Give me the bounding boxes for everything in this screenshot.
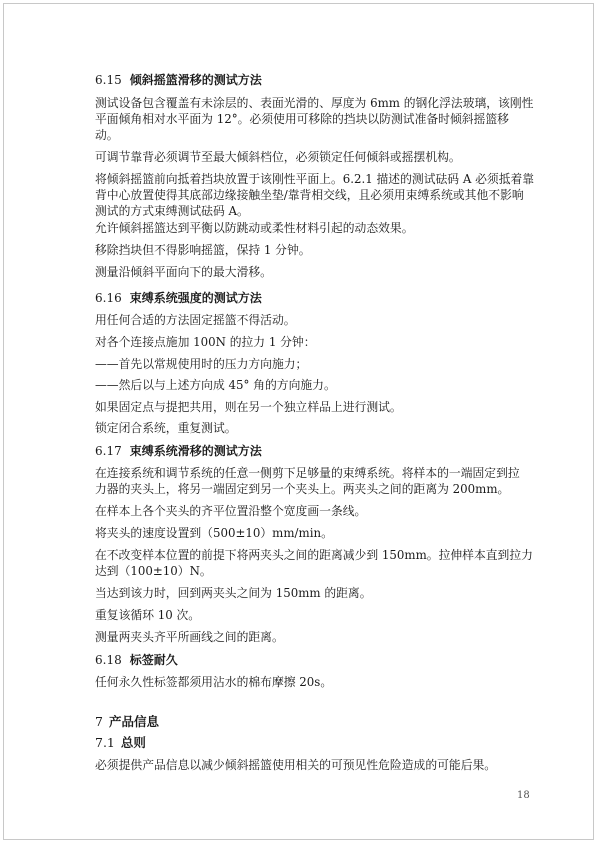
paragraph-line: 测量两夹头齐平所画线之间的距离。 — [95, 630, 284, 644]
section-heading-7-1 — [95, 735, 146, 751]
section-number: 6.15 — [95, 73, 122, 87]
paragraph-line: 必须提供产品信息以减少倾斜摇篮使用相关的可预见性危险造成的可能后果。 — [95, 758, 497, 772]
section-number: 6.17 — [95, 444, 122, 458]
section-number: 7.1 — [95, 735, 115, 750]
paragraph-line: 当达到该力时，回到两夹头之间为 150mm 的距离。 — [95, 586, 372, 600]
section-title: 倾斜摇篮滑移的测试方法 — [129, 73, 262, 87]
chapter-heading-7 — [95, 714, 159, 730]
section-number: 6.18 — [95, 653, 122, 667]
paragraph-line: 允许倾斜摇篮达到平衡以防跳动或柔性材料引起的动态效果。 — [95, 221, 414, 235]
paragraph-line: 在连接系统和调节系统的任意一侧剪下足够量的束缚系统。将样本的一端固定到拉 — [95, 466, 520, 480]
section-heading-6-18 — [95, 652, 178, 668]
paragraph-line: 可调节靠背必须调节至最大倾斜档位，必须锁定任何倾斜或摇摆机构。 — [95, 150, 461, 164]
paragraph-line: 在样本上各个夹头的齐平位置沿整个宽度画一条线。 — [95, 504, 367, 518]
paragraph-line: 力器的夹头上，将另一端固定到另一个夹头上。两夹头之间的距离为 200mm。 — [95, 482, 510, 496]
section-title: 总则 — [120, 735, 146, 750]
paragraph-line: 重复该循环 10 次。 — [95, 608, 201, 622]
section-heading-6-17 — [95, 443, 262, 459]
paragraph-line: ——首先以常规使用时的压力方向施力； — [95, 357, 308, 371]
paragraph-line: 背中心放置使得其底部边缘接触坐垫/靠背相交线，且必须用束缚系统或其他不影响 — [95, 188, 524, 202]
section-number: 7 — [95, 714, 103, 729]
paragraph-line: 在不改变样本位置的前提下将两夹头之间的距离减少到 150mm。拉伸样本直到拉力 — [95, 548, 533, 562]
section-title: 束缚系统强度的测试方法 — [129, 291, 262, 305]
paragraph-line: 任何永久性标签都须用沾水的棉布摩擦 20s。 — [95, 675, 333, 689]
section-title: 标签耐久 — [129, 653, 178, 667]
paragraph-line: ——然后以与上述方向成 45° 角的方向施力。 — [95, 378, 336, 392]
section-heading-6-15 — [95, 72, 262, 88]
paragraph-line: 测量沿倾斜平面向下的最大滑移。 — [95, 265, 272, 279]
paragraph-line: 将倾斜摇篮前向抵着挡块放置于该刚性平面上。6.2.1 描述的测试砝码 A 必须抵着靠 — [95, 172, 535, 186]
section-heading-6-16 — [95, 290, 262, 306]
paragraph-line: 将夹头的速度设置到（500±10）mm/min。 — [95, 526, 333, 540]
page-number: 18 — [517, 790, 530, 801]
paragraph-line: 动。 — [95, 128, 119, 142]
paragraph-line: 测试设备包含覆盖有未涂层的、表面光滑的、厚度为 6mm 的钢化浮法玻璃，该刚性 — [95, 96, 534, 110]
paragraph-line: 移除挡块但不得影响摇篮，保持 1 分钟。 — [95, 243, 311, 257]
section-title: 产品信息 — [108, 714, 159, 729]
paragraph-line: 平面倾角相对水平面为 12°。必须使用可移除的挡块以防测试准备时倾斜摇篮移 — [95, 112, 509, 126]
section-title: 束缚系统滑移的测试方法 — [129, 444, 262, 458]
paragraph-line: 如果固定点与提把共用，则在另一个独立样品上进行测试。 — [95, 400, 402, 414]
section-number: 6.16 — [95, 291, 122, 305]
paragraph-line: 用任何合适的方法固定摇篮不得活动。 — [95, 313, 296, 327]
paragraph-line: 测试的方式束缚测试砝码 A。 — [95, 204, 249, 218]
paragraph-line: 锁定闭合系统，重复测试。 — [95, 421, 237, 435]
paragraph-line: 达到（100±10）N。 — [95, 564, 212, 578]
paragraph-line: 对各个连接点施加 100N 的拉力 1 分钟： — [95, 335, 316, 349]
